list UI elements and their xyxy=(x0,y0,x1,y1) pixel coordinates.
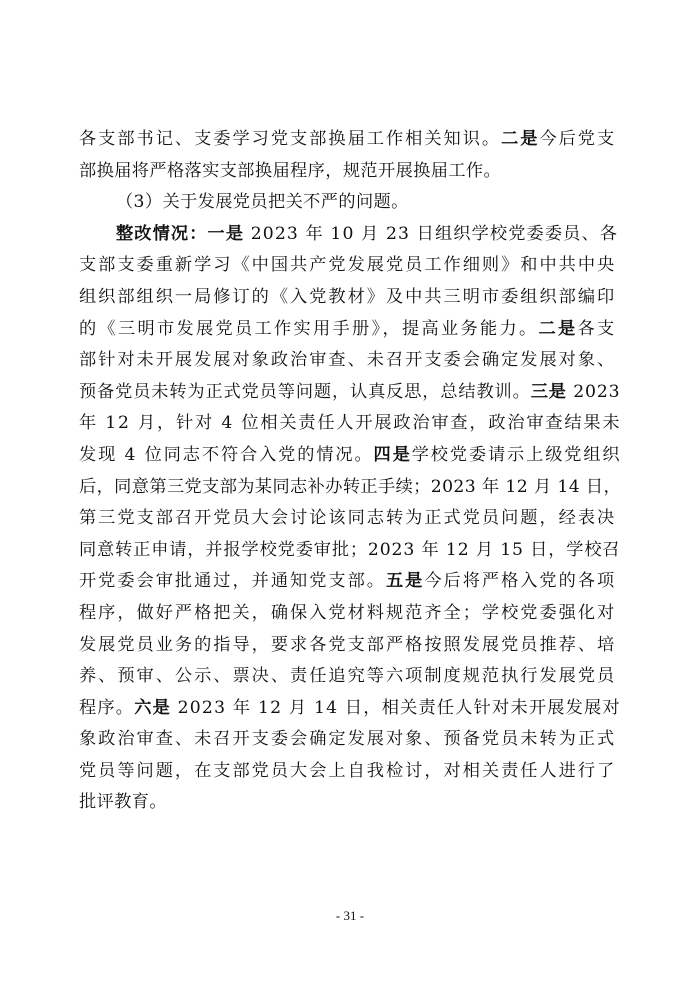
text-line xyxy=(79,408,620,440)
text-line xyxy=(79,440,620,472)
text-run: 年 12 月，针对 4 位相关责任人开展政治审查，政治审查结果未 xyxy=(79,413,622,434)
text-run: 今后党支 xyxy=(539,129,617,149)
text-line xyxy=(79,219,620,251)
text-run: 2023 年 12 月 14 日，相关责任人针对未开展发展对 xyxy=(170,697,621,718)
text-run: 批评教育。 xyxy=(79,792,167,813)
text-run: 今后将严格入党的各项 xyxy=(424,571,617,592)
text-run: 部针对未开展发展对象政治审查、未召开支委会确定发展对象、 xyxy=(79,350,617,371)
text-run: 各支 xyxy=(577,318,617,339)
text-run: 各支部书记、支委学习党支部换届工作相关知识。 xyxy=(79,129,502,149)
text-line xyxy=(79,187,620,219)
text-line xyxy=(79,250,620,282)
text-run: 2023 xyxy=(566,381,621,402)
text-run: 后，同意第三党支部为某同志补办转正手续；2023 年 12 月 14 日， xyxy=(79,476,622,497)
emphasis-text: 四是 xyxy=(373,444,412,465)
text-line xyxy=(79,693,620,725)
text-line xyxy=(79,566,620,598)
text-run: 程序，做好严格把关，确保入党材料规范齐全；学校党委强化对 xyxy=(79,602,617,623)
emphasis-text: 五是 xyxy=(385,571,425,592)
text-run: 开党委会审批通过，并通知党支部。 xyxy=(79,571,386,592)
text-line xyxy=(79,598,620,630)
body-text xyxy=(79,124,620,819)
text-run: 支部支委重新学习《中国共产党发展党员工作细则》和中共中央 xyxy=(79,255,617,276)
text-run: 部换届将严格落实支部换届程序，规范开展换届工作。 xyxy=(79,160,502,181)
emphasis-text: 三是 xyxy=(530,381,567,402)
text-run: 养、预审、公示、票决、责任追究等六项制度规范执行发展党员 xyxy=(79,666,617,687)
text-line xyxy=(79,661,620,693)
text-run: 同意转正申请，并报学校党委审批；2023 年 12 月 15 日，学校召 xyxy=(79,539,621,560)
text-run: 组织部组织一局修订的《入党教材》及中共三明市委组织部编印 xyxy=(79,286,617,307)
text-run: 学校党委请示上级党组织 xyxy=(411,444,622,465)
text-run: 预备党员未转为正式党员等问题，认真反思，总结教训。 xyxy=(79,381,531,402)
text-run: 2023 年 10 月 23 日组织学校党委委员、各 xyxy=(244,223,619,244)
text-run: 程序。 xyxy=(79,697,135,718)
text-line xyxy=(79,535,620,567)
emphasis-text: 二是 xyxy=(501,129,540,149)
text-line xyxy=(79,282,620,314)
text-run: （3）关于发展党员把关不严的问题。 xyxy=(115,192,409,213)
text-run: 的《三明市发展党员工作实用手册》，提高业务能力。 xyxy=(79,318,539,339)
text-line xyxy=(79,345,620,377)
text-run: 党员等问题，在支部党员大会上自我检讨，对相关责任人进行了 xyxy=(79,760,617,781)
text-run: 象政治审查、未召开支委会确定发展对象、预备党员未转为正式 xyxy=(79,729,617,750)
emphasis-text: 六是 xyxy=(134,697,171,718)
text-line xyxy=(79,314,620,346)
text-line xyxy=(79,156,620,188)
text-line xyxy=(79,377,620,409)
text-run: 第三党支部召开党员大会讨论该同志转为正式党员问题，经表决 xyxy=(79,508,617,529)
text-run: 发展党员业务的指导，要求各党支部严格按照发展党员推荐、培 xyxy=(79,634,617,655)
emphasis-text: 二是 xyxy=(538,318,578,339)
text-line xyxy=(79,787,620,819)
text-line xyxy=(79,724,620,756)
emphasis-text: 整改情况：一是 xyxy=(115,223,245,244)
text-line xyxy=(79,756,620,788)
text-line xyxy=(79,503,620,535)
text-line xyxy=(79,630,620,662)
page-number: - 31 - xyxy=(335,908,365,923)
text-line xyxy=(79,124,620,156)
text-run: 发现 4 位同志不符合入党的情况。 xyxy=(79,444,374,465)
text-line xyxy=(79,472,620,504)
